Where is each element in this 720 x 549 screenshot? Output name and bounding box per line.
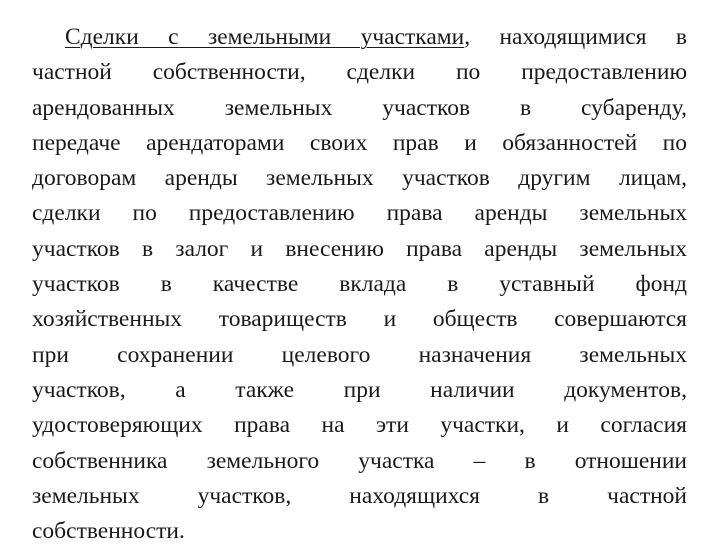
paragraph-line-14: земельных участков, находящихся в частной (32, 482, 687, 509)
paragraph-line-10: при сохранении целевого назначения земельных (32, 341, 687, 368)
paragraph-line-2: частной собственности, сделки по предоставлению (32, 59, 687, 86)
paragraph-line-5: договорам аренды земельных участков другим лицам, (32, 165, 687, 192)
body-paragraph (32, 20, 687, 549)
paragraph-line-3: арендованных земельных участков в субаренду, (32, 94, 687, 121)
underlined-heading-phrase: Сделки с земельными участками (65, 24, 465, 50)
paragraph-line-12: удостоверяющих права на эти участки, и согласия (32, 412, 687, 439)
paragraph-line-15: собственности. (32, 518, 185, 545)
paragraph-line-4: передаче арендаторами своих прав и обязанностей по (32, 129, 687, 156)
paragraph-line-11: участков, а также при наличии документов, (32, 376, 687, 403)
paragraph-line-9: хозяйственных товариществ и обществ совершаются (32, 306, 687, 333)
paragraph-line-7: участков в залог и внесению права аренды земельных (32, 235, 687, 262)
paragraph-line-8: участков в качестве вклада в уставный фонд (32, 271, 687, 298)
first-line-rest: , находящимися в (464, 24, 688, 50)
paragraph-line-6: сделки по предоставлению права аренды земельных (32, 200, 687, 227)
paragraph-line-13: собственника земельного участка – в отношении (32, 447, 687, 474)
paragraph-line-1 (32, 20, 687, 55)
